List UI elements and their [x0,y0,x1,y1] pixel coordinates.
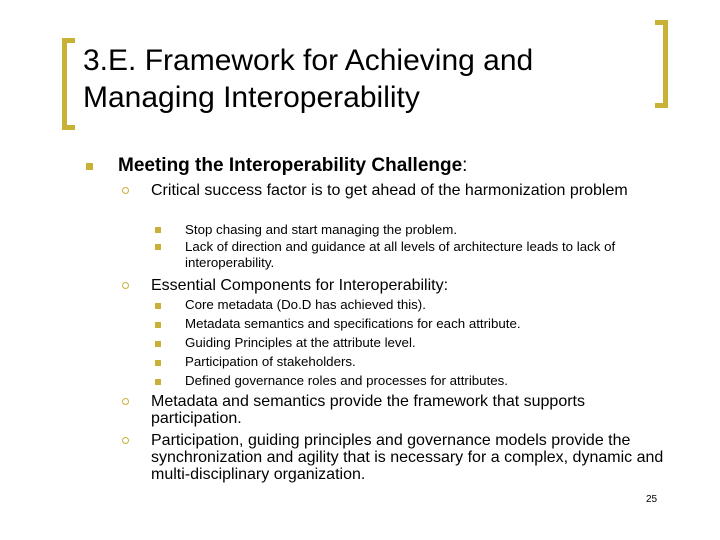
ring-bullet-icon [122,398,129,405]
right-bracket-decoration [655,20,668,108]
heading-colon: : [462,155,468,176]
small-square-bullet-icon [155,227,161,233]
slide-title [83,42,643,116]
csf-item: Critical success factor is to get ahead of the harmonization problem [151,182,628,199]
small-square-bullet-icon [155,360,161,366]
ring-bullet-icon [122,282,129,289]
components-item: Essential Components for Interoperability: [151,277,449,294]
csf-sub-item-2: Lack of direction and guidance at all levels of architecture leads to lack of interoperability. [185,239,616,270]
ring-bullet-icon [122,187,129,194]
component-sub-item-2: Metadata semantics and specifications for each attribute. [185,316,521,331]
title-line-1: 3.E. Framework for Achieving and [83,44,534,77]
component-sub-item-4: Participation of stakeholders. [185,354,356,369]
component-sub-item-1: Core metadata (Do.D has achieved this). [185,297,426,312]
page-number: 25 [646,494,658,505]
csf-sub-item-1: Stop chasing and start managing the problem. [185,222,458,237]
small-square-bullet-icon [155,322,161,328]
participation-item: Participation, guiding principles and governance models provide the synchronization and agility that is necessary for a complex, dynamic and multi-disciplinary organization. [151,432,664,483]
component-sub-item-5: Defined governance roles and processes for attributes. [185,373,509,388]
metadata-item: Metadata and semantics provide the framework that supports participation. [151,393,585,427]
heading-text: Meeting the Interoperability Challenge [118,155,463,176]
square-bullet-icon [86,163,93,170]
small-square-bullet-icon [155,341,161,347]
small-square-bullet-icon [155,303,161,309]
component-sub-item-3: Guiding Principles at the attribute level. [185,335,416,350]
title-line-2: Managing Interoperability [83,81,420,114]
left-bracket-decoration [62,38,75,130]
small-square-bullet-icon [155,379,161,385]
ring-bullet-icon [122,437,129,444]
small-square-bullet-icon [155,244,161,250]
heading-item [118,155,718,177]
